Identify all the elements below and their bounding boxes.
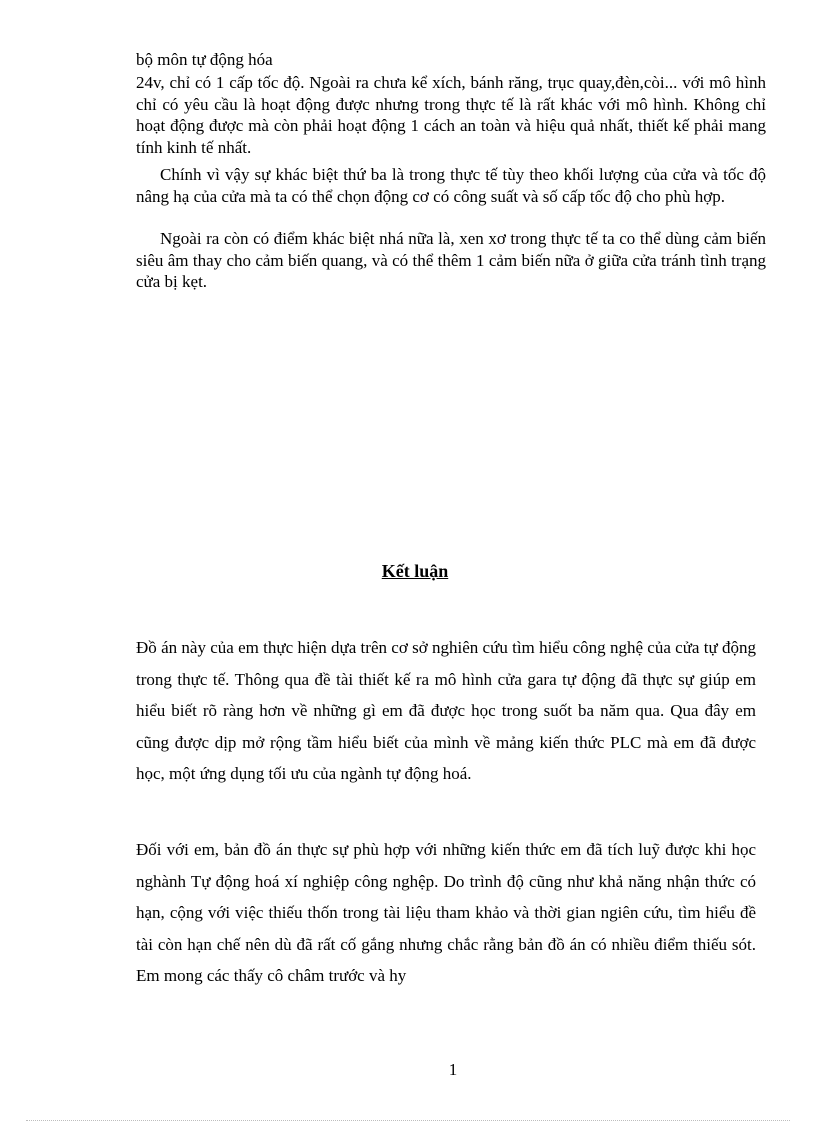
paragraph-third-difference: Chính vì vậy sự khác biệt thứ ba là trong thực tế tùy theo khối lượng của cửa và tốc độ nâng hạ của cửa mà ta có thể chọn động cơ có công suất và số cấp tốc độ cho phù hợp. xyxy=(136,165,766,206)
page-bottom-divider xyxy=(26,1120,790,1121)
conclusion-paragraph-1: Đồ án này của em thực hiện dựa trên cơ sở nghiên cứu tìm hiểu công nghệ của cửa tự động trong thực tế. Thông qua đề tài thiết kế ra mô hình cửa gara tự động đã thực sự giúp em hiểu biết rõ ràng hơn về những gì em đã được học trong suốt ba năm qua. Qua đây em cũng được dịp mở rộng tầm hiểu biết của mình về mảng kiến thức PLC mà em đã được học, một ứng dụng tối ưu của ngành tự động hoá. xyxy=(136,638,756,783)
paragraph-other-difference: Ngoài ra còn có điểm khác biệt nhá nữa là, xen xơ trong thực tế ta co thể dùng cảm biến siêu âm thay cho cảm biến quang, và có thể thêm 1 cảm biến nữa ở giữa cửa tránh tình trạng cửa bị kẹt. xyxy=(136,229,766,291)
page-number: 1 xyxy=(448,1060,458,1079)
page-header: bộ môn tự động hóa xyxy=(136,50,273,69)
section-title: Kết luận xyxy=(381,561,449,581)
paragraph-intro: 24v, chỉ có 1 cấp tốc độ. Ngoài ra chưa kể xích, bánh răng, trục quay,đèn,còi... với mô hình chỉ có yêu cầu là hoạt động được nhưng trong thực tế là rất khác với mô hình. Không chỉ hoạt động được mà còn phải hoạt động 1 cách an toàn và hiệu quả nhất, thiết kế phải mang tính kinh tế nhất. xyxy=(136,73,766,157)
conclusion-paragraph-2: Đối với em, bản đồ án thực sự phù hợp với những kiến thức em đã tích luỹ được khi học nghành Tự động hoá xí nghiệp công nghệp. Do trình độ cũng như khả năng nhận thức có hạn, cộng với việc thiếu thốn trong tài liệu tham khảo và thời gian ngiên cứu, tìm hiểu đề tài còn hạn chế nên dù đã rất cố gắng nhưng chắc rằng bản đồ án có nhiều điểm thiếu sót. Em mong các thấy cô châm trước và hy xyxy=(136,840,756,985)
